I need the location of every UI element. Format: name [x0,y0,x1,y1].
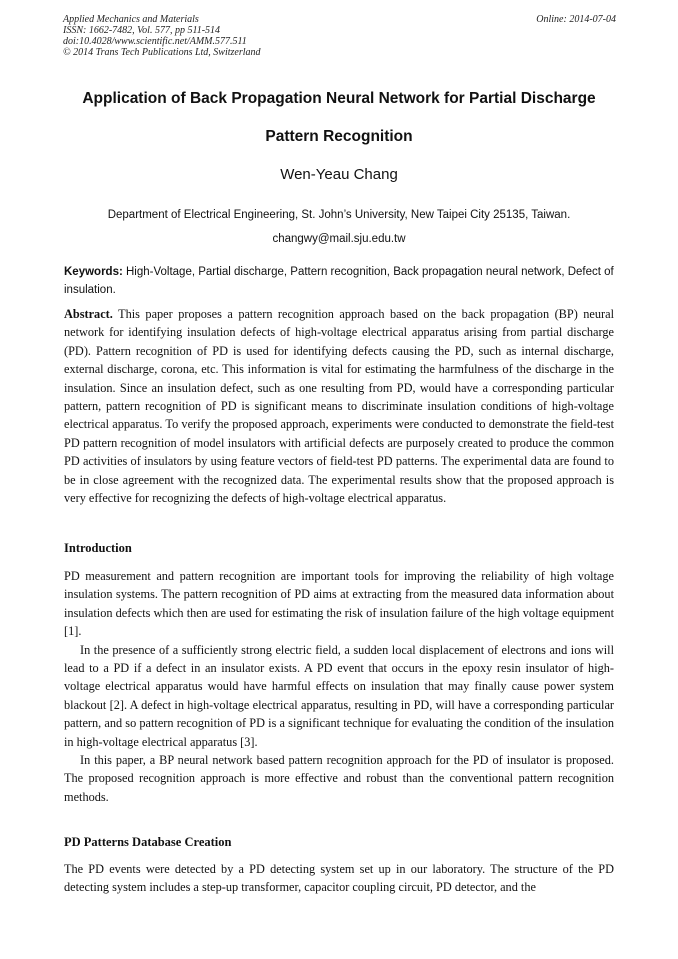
affiliation: Department of Electrical Engineering, St. John’s University, New Taipei City 25135, Taiwan. [107,209,571,221]
intro-paragraph-2: In the presence of a sufficiently strong electric field, a sudden local displacement of electrons and ions will lead to a PD if a defect in an insulator exists. A PD event that occurs in the epoxy resin insulator of high-voltage electrical apparatus would have harmful effects on insulation that may finally cause power system blackout [2]. A defect in high-voltage electrical apparatus, resulting in PD, will have a corresponding particular pattern, and so pattern recognition of PD is a significant technique for evaluating the condition of the insulation in high-voltage electrical apparatus [3]. [64,642,614,749]
author-name: Wen-Yeau Chang [280,166,398,183]
intro-paragraph-1: PD measurement and pattern recognition are important tools for improving the reliability of high voltage insulation systems. The pattern recognition of PD aims at extracting from the measured data information about insulation defects which then are used for estimating the risk of insulation failure of the high voltage equipment [1]. [64,569,614,639]
abstract-text: This paper proposes a pattern recognition approach based on the back propagation (BP) neural network for identifying insulation defects of high-voltage electrical apparatus arising from partial discharge (PD). Pattern recognition of PD is used for identifying defects causing the PD, such as internal discharge, external discharge, corona, etc. This information is vital for estimating the harmfulness of the discharge in the insulation. Since an insulation defect, such as one resulting from PD, would have a corresponding particular pattern, pattern recognition of PD is significant means to discriminate insulation conditions of high-voltage electrical apparatus. To verify the proposed approach, experiments were conducted to demonstrate the field-test PD pattern recognition of model insulators with artificial defects are purposely created to produce the common PD activities of insulators by using feature vectors of field-test PD patterns. The experimental data are found to be in close agreement with the recognized data. The experimental results show that the proposed approach is very effective for recognizing the defects of high-voltage electrical apparatus. [64,307,614,506]
keywords-text: High-Voltage, Partial discharge, Pattern recognition, Back propagation neural network, Defect of insulation. [64,266,614,296]
journal-header [63,14,616,58]
paper-title [40,80,638,156]
issn-line: ISSN: 1662-7482, Vol. 577, pp 511-514 [63,25,221,36]
affiliation-block [0,203,678,251]
keywords-label: Keywords: [64,266,123,278]
database-body [64,860,614,897]
journal-name: Applied Mechanics and Materials [63,14,199,25]
copyright-line: © 2014 Trans Tech Publications Ltd, Switzerland [63,47,261,58]
title-line-2: Pattern Recognition [265,128,413,145]
title-line-1: Application of Back Propagation Neural Network for Partial Discharge [82,90,596,107]
online-date: Online: 2014-07-04 [536,14,616,25]
email: changwy@mail.sju.edu.tw [272,233,406,245]
introduction-body [64,567,614,806]
doi-line: doi:10.4028/www.scientific.net/AMM.577.511 [63,36,247,47]
abstract [64,305,614,507]
abstract-label: Abstract. [64,307,113,321]
intro-paragraph-3: In this paper, a BP neural network based pattern recognition approach for the PD of insulator is proposed. The proposed recognition approach is more effective and robust than the conventional pattern recognition methods. [64,753,614,804]
introduction-heading: Introduction [64,541,132,555]
database-heading: PD Patterns Database Creation [64,835,232,849]
keywords [64,263,614,299]
database-paragraph-1: The PD events were detected by a PD detecting system set up in our laboratory. The structure of the PD detecting system includes a step-up transformer, capacitor coupling circuit, PD detector, and the [64,862,614,895]
